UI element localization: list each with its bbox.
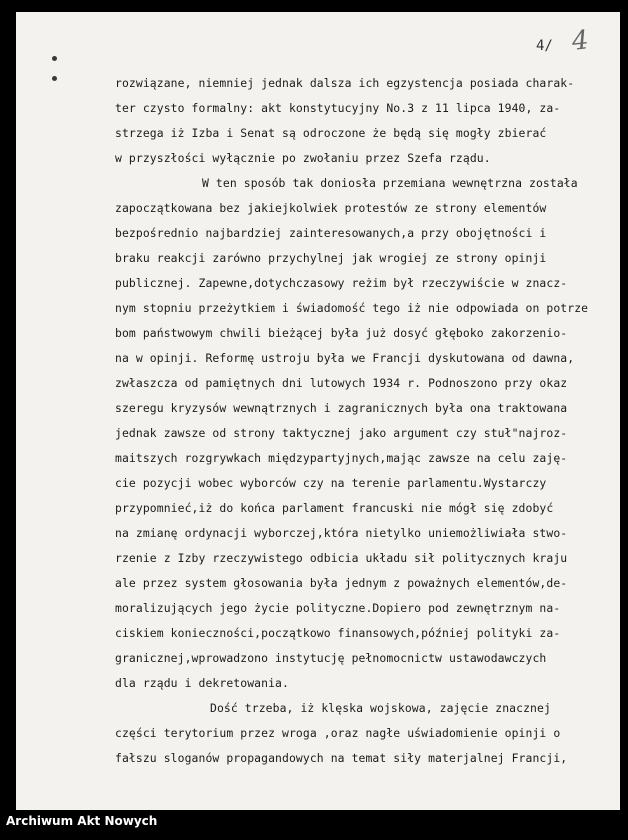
text-line: dla rządu i dekretowania. bbox=[115, 676, 289, 690]
page-number: 4/ bbox=[536, 38, 553, 54]
text-line: rozwiązane, niemniej jednak dalsza ich egzystencja posiada charak- bbox=[115, 76, 575, 90]
text-line: Dość trzeba, iż klęska wojskowa, zajęcie znacznej bbox=[210, 701, 551, 715]
document-page bbox=[16, 12, 620, 810]
text-line: na zmianę ordynacji wyborczej,która nietylko uniemożliwiała stwo- bbox=[115, 526, 568, 540]
text-line: zwłaszcza od pamiętnych dni lutowych 1934 r. Podnoszono przy okaz bbox=[115, 376, 568, 390]
text-line: nym stopniu przeżytkiem i świadomość tego iż nie odpowiada on potrze bbox=[115, 301, 589, 315]
text-line: szeregu kryzysów wewnątrznych i zagranicznych była ona traktowana bbox=[115, 401, 568, 415]
text-line: strzega iż Izba i Senat są odroczone że będą się mogły zbierać bbox=[115, 126, 547, 140]
text-line: ciskiem konieczności,początkowo finansowych,później polityki za- bbox=[115, 626, 561, 640]
text-line: bom państwowym chwili bieżącej była już dosyć głęboko zakorzenio- bbox=[115, 326, 568, 340]
text-line: W ten sposób tak doniosła przemiana wewnętrzna została bbox=[202, 176, 578, 190]
text-line: jednak zawsze od strony taktycznej jako argument czy stuł"najroz- bbox=[115, 426, 568, 440]
text-line: na w opinji. Reformę ustroju była we Francji dyskutowana od dawna, bbox=[115, 351, 575, 365]
text-line: granicznej,wprowadzono instytucję pełnomocnictw ustawodawczych bbox=[115, 651, 547, 665]
text-line: ter czysto formalny: akt konstytucyjny No.3 z 11 lipca 1940, za- bbox=[115, 101, 561, 115]
text-line: braku reakcji zarówno przychylnej jak wrogiej ze strony opinji bbox=[115, 251, 547, 265]
text-line: zapoczątkowana bez jakiejkolwiek protestów ze strony elementów bbox=[115, 201, 547, 215]
text-line: fałszu sloganów propagandowych na temat siły materjalnej Francji, bbox=[115, 751, 568, 765]
text-line: przypomnieć,iż do końca parlament francuski nie mógł się zdobyć bbox=[115, 501, 554, 515]
text-line: cie pozycji wobec wyborców czy na terenie parlamentu.Wystarczy bbox=[115, 476, 547, 490]
text-line: części terytorium przez wroga ,oraz nagłe uświadomienie opinji o bbox=[115, 726, 561, 740]
text-line: moralizujących jego życie polityczne.Dopiero pod zewnętrznym na- bbox=[115, 601, 561, 615]
text-line: rzenie z Izby rzeczywistego odbicia układu sił politycznych kraju bbox=[115, 551, 568, 565]
handwritten-page-number: 4 bbox=[570, 25, 591, 57]
text-line: bezpośrednio najbardziej zainteresowanych,a przy obojętności i bbox=[115, 226, 547, 240]
text-line: ale przez system głosowania była jednym z poważnych elementów,de- bbox=[115, 576, 568, 590]
body-text bbox=[16, 12, 620, 810]
text-line: maitszych rozgrywkach międzypartyjnych,mając zawsze na celu zaję- bbox=[115, 451, 568, 465]
archive-label: Archiwum Akt Nowych bbox=[6, 814, 158, 828]
text-line: publicznej. Zapewne,dotychczasowy reżim był rzeczywiście w znacz- bbox=[115, 276, 568, 290]
text-line: w przyszłości wyłącznie po zwołaniu przez Szefa rządu. bbox=[115, 151, 491, 165]
